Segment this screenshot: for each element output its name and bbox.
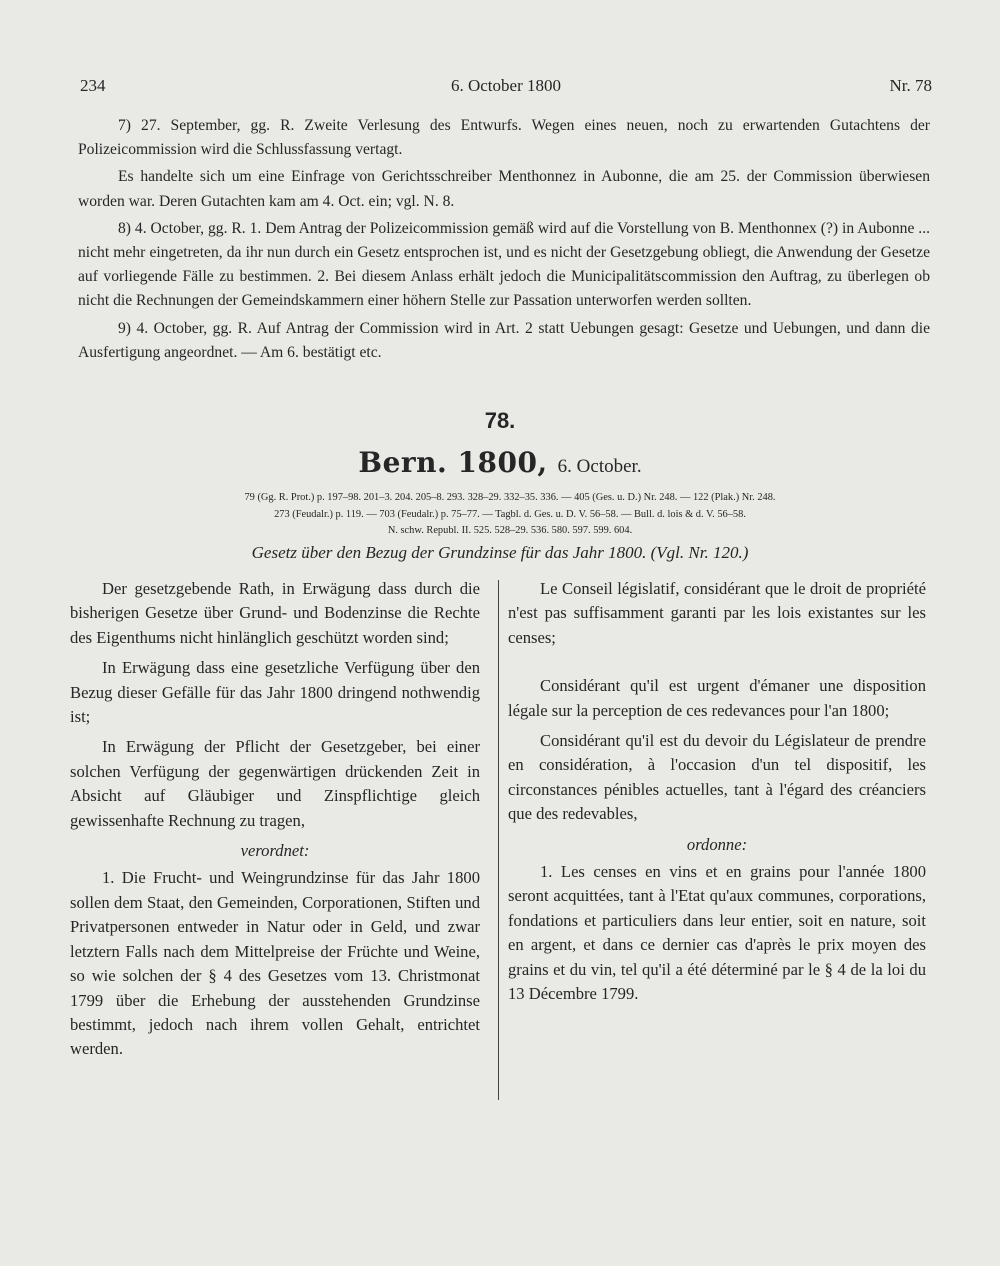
- french-paragraph: Considérant qu'il est du devoir du Législateur de prendre en considération, à l'occasion d'un tel dispositif, les circonstances pénibles actuelles, tant à l'égard des créanciers que des redevables,: [508, 731, 926, 824]
- header-document-ref: Nr. 78: [889, 76, 932, 95]
- page-number: 234: [80, 76, 106, 95]
- column-divider: [498, 580, 499, 1100]
- document-date: 6. October.: [557, 456, 642, 477]
- preamble-notes: [78, 114, 930, 368]
- reference-line: 273 (Feudalr.) p. 119. — 703 (Feudalr.) p. 75–77. — Tagbl. d. Ges. u. D. V. 56–58. — Bull. d. lois & d. V. 56–58.: [274, 508, 746, 520]
- document-dateline: [0, 446, 1000, 479]
- source-references: [110, 490, 910, 540]
- preamble-paragraph: Es handelte sich um eine Einfrage von Gerichtsschreiber Menthonnez in Aubonne, die am 25. der Commission überwiesen worden war. Deren Gutachten kam am 4. Oct. ein; vgl. N. 8.: [78, 168, 930, 210]
- french-enacting-clause: ordonne:: [686, 834, 748, 854]
- french-paragraph: Le Conseil législatif, considérant que le droit de propriété n'est pas suffisamment garanti par les lois existantes sur les censes;: [508, 579, 926, 647]
- german-paragraph: Der gesetzgebende Rath, in Erwägung dass durch die bisherigen Gesetze über Grund- und Bodenzinse die Rechte des Eigenthums nicht hinlänglich geschützt worden sind;: [70, 579, 480, 647]
- preamble-paragraph: 9) 4. October, gg. R. Auf Antrag der Commission wird in Art. 2 statt Uebungen gesagt: Gesetze und Uebungen, und dann die Ausfertigung angeordnet. — Am 6. bestätigt etc.: [78, 319, 930, 361]
- header-date: 6. October 1800: [450, 76, 561, 95]
- french-text-column: [508, 577, 926, 1013]
- page-header: [80, 76, 932, 102]
- preamble-paragraph: 8) 4. October, gg. R. 1. Dem Antrag der Polizeicommission gemäß wird auf die Vorstellung von B. Menthonnex (?) in Aubonne ... nicht mehr eingetreten, da ihr nun durch ein Gesetz entsprochen ist, und es nicht der Gesetzgebung obliegt, die Anwendung der Gesetze auf vorliegende Fälle zu bestimmen. 2. Bei diesem Anlass erhält jedoch die Municipalitätscommission den Auftrag, zu überlegen ob nicht die Rechnungen der Gemeindskammern einer höhern Stelle zur Passation unterworfen werden sollten.: [78, 219, 930, 310]
- french-paragraph: Considérant qu'il est urgent d'émaner une disposition légale sur la perception de ces redevances pour l'an 1800;: [508, 676, 926, 720]
- reference-line: 79 (Gg. R. Prot.) p. 197–98. 201–3. 204. 205–8. 293. 328–29. 332–35. 336. — 405 (Ges. u. D.) Nr. 248. — 122 (Plak.) Nr. 248.: [244, 492, 776, 503]
- document-title: Gesetz über den Bezug der Grundzinse für das Jahr 1800. (Vgl. Nr. 120.): [251, 543, 749, 562]
- german-paragraph: In Erwägung dass eine gesetzliche Verfügung über den Bezug dieser Gefälle für das Jahr 1800 dringend nothwendig ist;: [70, 658, 480, 727]
- german-paragraph: In Erwägung der Pflicht der Gesetzgeber, bei einer solchen Verfügung der gegenwärtigen drückenden Zeit in Absicht auf Gläubiger und Zinspflichtige gleich gewissenhafte Rechnung zu tragen,: [70, 737, 480, 830]
- reference-line: N. schw. Republ. II. 525. 528–29. 536. 580. 597. 599. 604.: [387, 525, 633, 536]
- german-article-1: 1. Die Frucht- und Weingrundzinse für das Jahr 1800 sollen dem Staat, den Gemeinden, Corporationen, Stiften und Privatpersonen entweder in Natur oder in Geld, und zwar letztern Falls nach dem Mittelpreise der Früchte und Weine, so wie solchen der § 4 des Gesetzes vom 13. Christmonat 1799 über die Erhebung der ausstehenden Grundzinse bestimmt, jedoch nach ihrem vollen Gehalt, entrichtet werden.: [70, 868, 480, 1059]
- german-enacting-clause: verordnet:: [240, 841, 310, 861]
- document-place-year: Bern. 1800,: [358, 446, 548, 479]
- preamble-paragraph: 7) 27. September, gg. R. Zweite Verlesung des Entwurfs. Wegen eines neuen, noch zu erwartenden Gutachtens der Polizeicommission wird die Schlussfassung vertagt.: [78, 117, 930, 159]
- document-number: 78.: [484, 408, 516, 433]
- french-article-1: 1. Les censes en vins et en grains pour l'année 1800 seront acquittées, tant à l'Etat qu'aux communes, corporations, fondations et particuliers dans leur entier, soit en nature, soit en argent, et dans ce dernier cas d'après le prix moyen des grains et du vin, tel qu'il a été déterminé par le § 4 de la loi du 13 Décembre 1799.: [508, 862, 926, 1004]
- german-text-column: [70, 577, 480, 1068]
